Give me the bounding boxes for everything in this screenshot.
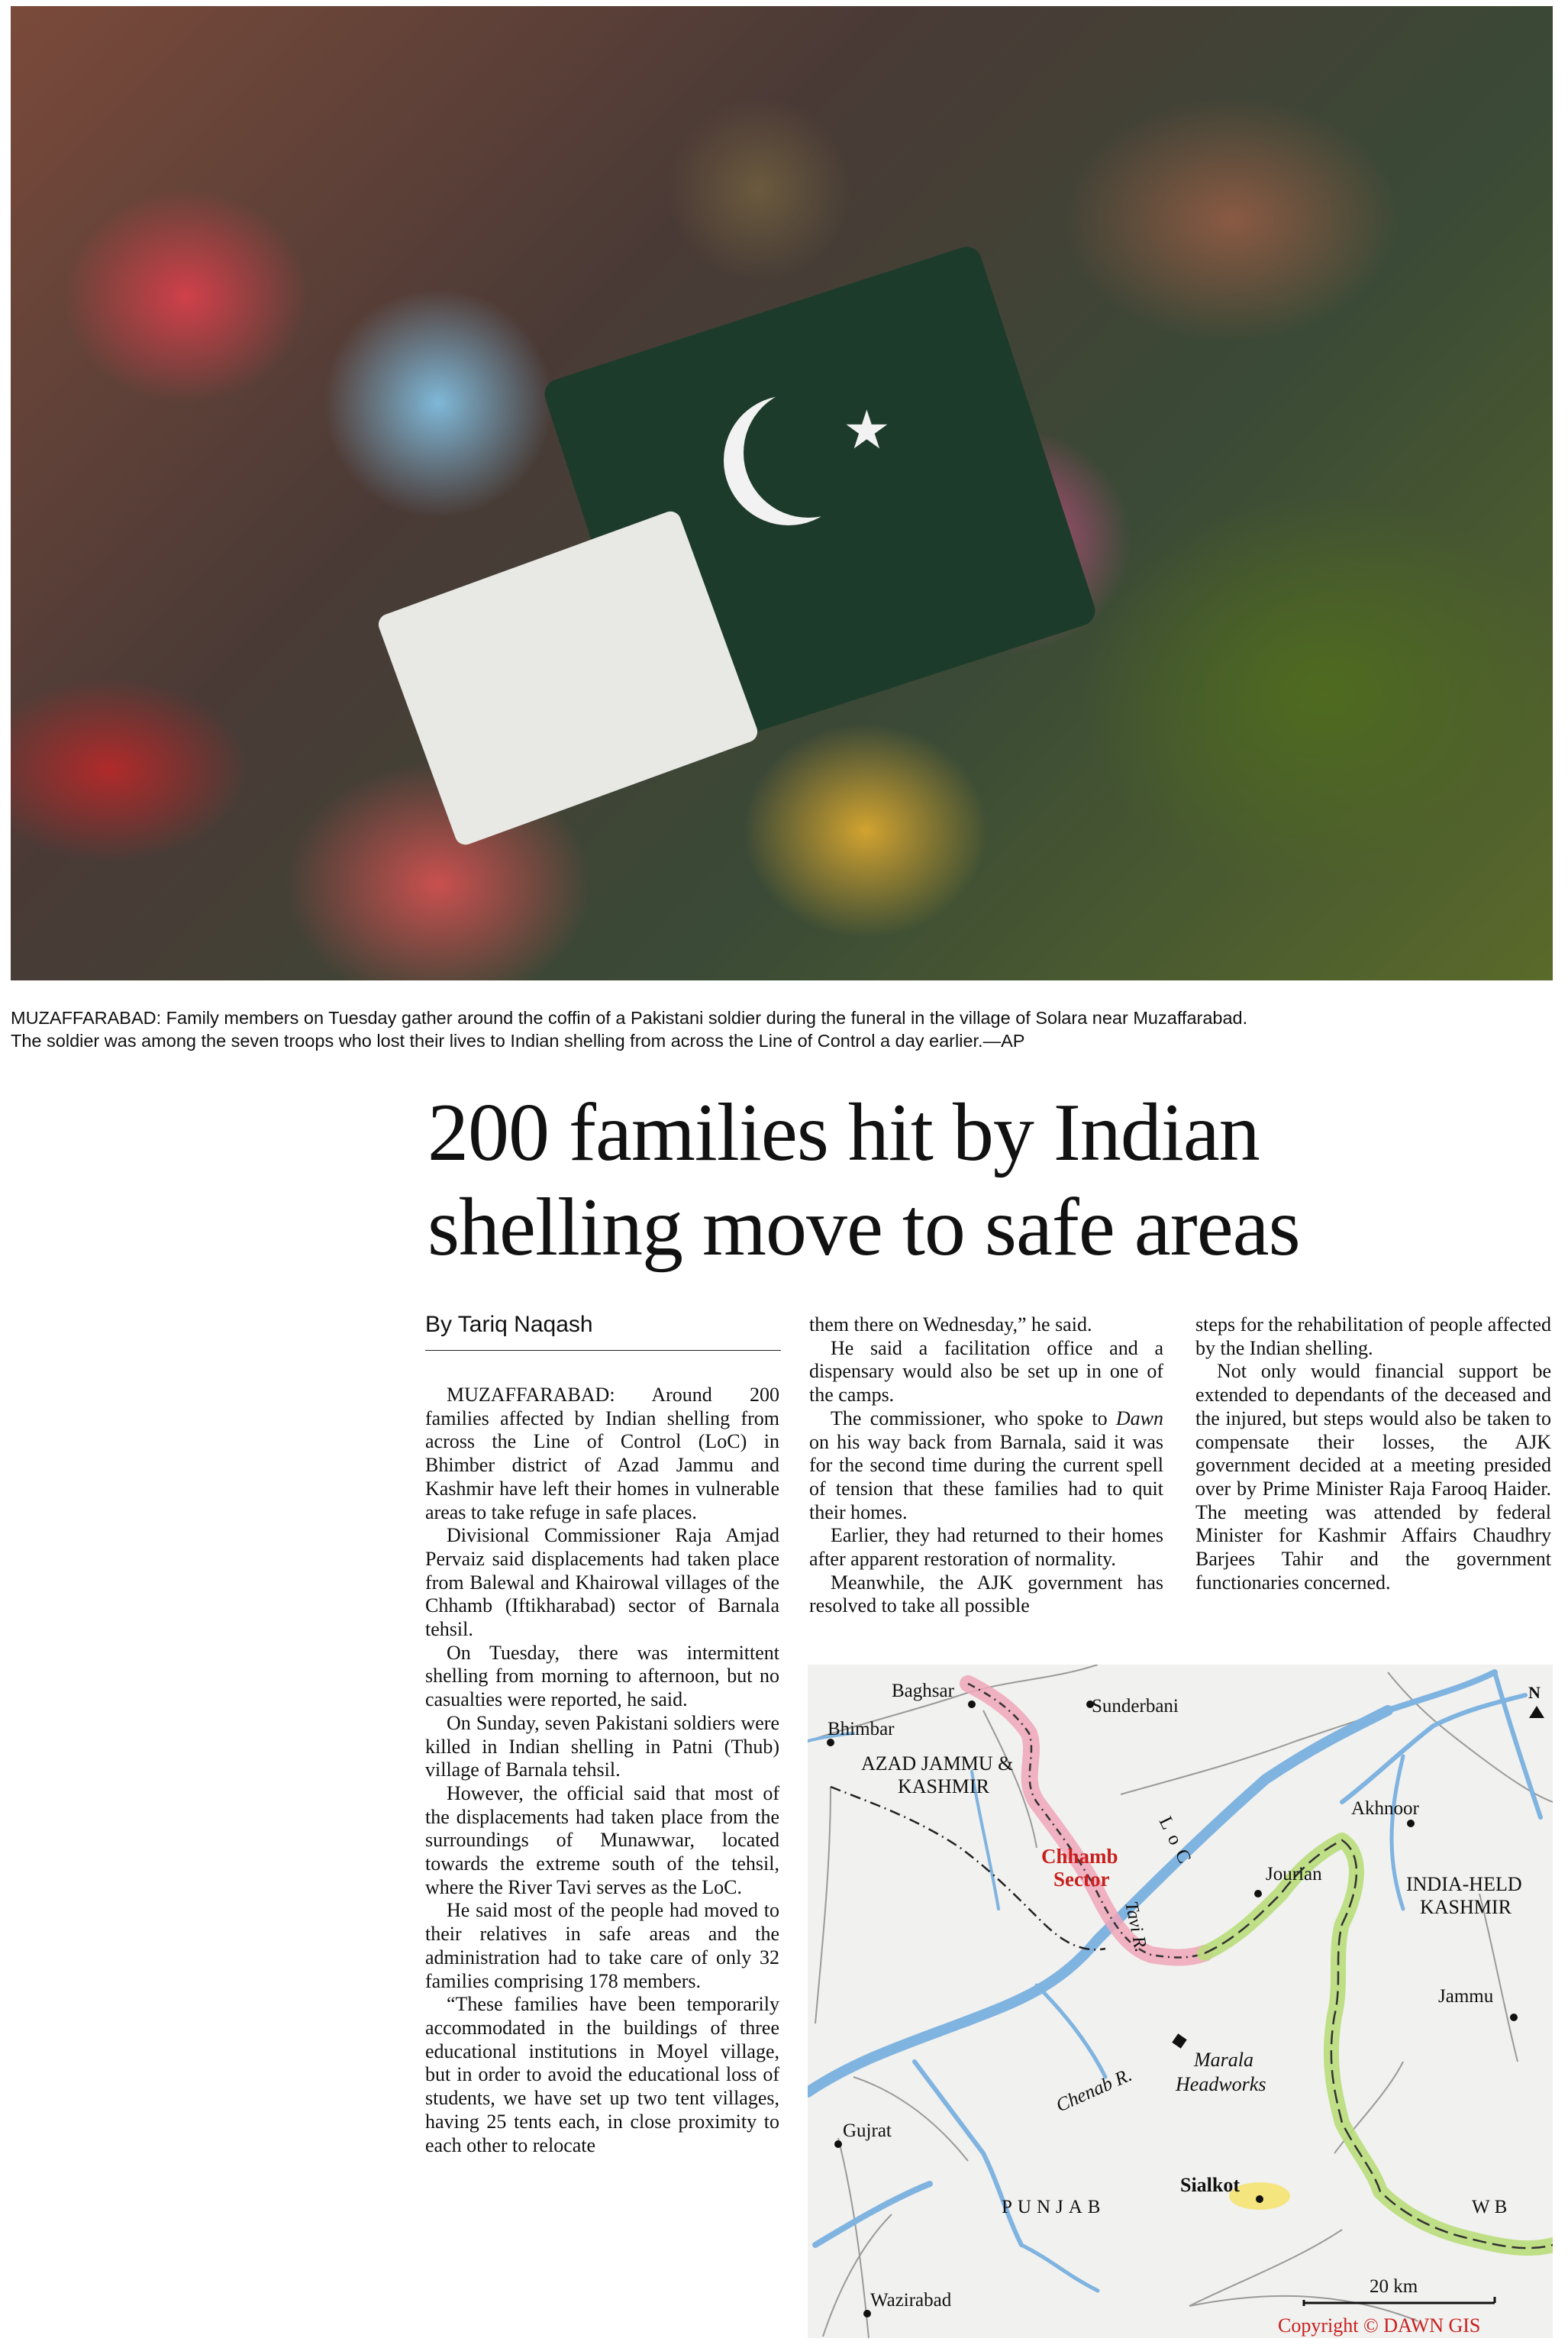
paragraph: However, the official said that most of the displacements had taken place from the surroundings of Munawwar, located towards the extreme south of the tehsil, where the River Tavi serves as the LoC. [425,1781,779,1898]
scale-label: 20 km [1370,2276,1418,2297]
north-arrow-icon [1529,1706,1544,1718]
paragraph [809,1407,1163,1525]
label-chhamb-2: Sector [1053,1868,1110,1891]
label-loc: LoC [1154,1813,1199,1874]
scale-bar [1304,2297,1495,2306]
paragraph: On Tuesday, there was intermittent shelling from morning to afternoon, but no casualties were reported, he said. [425,1641,779,1711]
label-wb: WB [1472,2197,1512,2217]
paragraph-text: on his way back from Barnala, said it was for the second time during the current spell of tension that these families had to quit their homes. [809,1430,1163,1523]
paragraph: Not only would financial support be extended to dependants of the deceased and the injured, but steps would also be taken to compensate their losses, the AJK government decided at a meeting presided over by Prime Minister Raja Farooq Haider. The meeting was attended by federal Minister for Kashmir Affairs Chaudhry Barjees Tahir and the government functionaries concerned. [1195,1360,1551,1594]
paragraph: MUZAFFARABAD: Around 200 families affected by Indian shelling from across the Line of Control (LoC) in Bhimber district of Azad Jammu and Kashmir have left their homes in vulnerable areas to take refuge in safe places. [425,1384,779,1523]
label-chenab: Chenab R. [1053,2064,1135,2117]
label-sialkot: Sialkot [1180,2174,1241,2196]
label-sunderbani: Sunderbani [1092,1696,1179,1717]
label-jourian: Jourian [1266,1864,1322,1885]
label-bhimbar: Bhimbar [828,1719,895,1739]
byline-rule [425,1350,781,1351]
paragraph: Meanwhile, the AJK government has resolved to take all possible [809,1571,1163,1617]
label-baghsar: Baghsar [892,1681,954,1701]
label-wazirabad: Wazirabad [870,2290,952,2311]
map-graphic [808,1665,1553,2338]
headline-line-2: shelling move to safe areas [427,1182,1300,1273]
news-photo [11,6,1553,980]
headline-line-1: 200 families hit by Indian [427,1087,1260,1178]
paragraph: them there on Wednesday,” he said. [809,1313,1092,1335]
byline: By Tariq Naqash [425,1312,593,1337]
label-gujrat: Gujrat [843,2120,892,2141]
headline [427,1086,1557,1275]
paragraph: He said a facilitation office and a dispensary would also be set up in one of the camps. [809,1336,1163,1407]
article-column-2 [809,1313,1163,1618]
locator-map [808,1665,1553,2338]
map-copyright: Copyright © DAWN GIS [1278,2314,1481,2337]
label-ajk-2: KASHMIR [898,1775,989,1797]
north-label: N [1528,1683,1541,1702]
map-labels [828,1681,1541,2337]
label-ihk-2: KASHMIR [1420,1896,1512,1918]
label-tavi: Tavi R. [1121,1899,1151,1954]
caption-line-1: MUZAFFARABAD: Family members on Tuesday gather around the coffin of a Pakistani soldier during the funeral in the village of Solara near Muzaffarabad. [11,1008,1248,1028]
label-akhnoor: Akhnoor [1351,1798,1419,1819]
article-column-1 [425,1384,779,2157]
paragraph: Divisional Commissioner Raja Amjad Pervaiz said displacements had taken place from Balewal and Khairowal villages of the Chhamb (Iftikharabad) sector of Barnala tehsil. [425,1524,779,1641]
article-column-3 [1195,1313,1551,1594]
paragraph: On Sunday, seven Pakistani soldiers were killed in Indian shelling in Patni (Thub) village of Barnala tehsil. [425,1711,779,1781]
paragraph: steps for the rehabilitation of people affected by the Indian shelling. [1195,1313,1551,1359]
label-ihk-1: INDIA-HELD [1406,1873,1522,1895]
star-icon: ★ [843,399,891,461]
label-marala-2: Headworks [1176,2073,1266,2095]
paragraph-text: The commissioner, who spoke to [831,1407,1116,1429]
caption-line-2: The soldier was among the seven troops who lost their lives to Indian shelling from across the Line of Control a day earlier.—AP [11,1031,1025,1051]
photo-caption [11,1006,1557,1052]
label-marala-1: Marala [1194,2049,1253,2071]
label-ajk-1: AZAD JAMMU & [861,1752,1014,1775]
paragraph: He said most of the people had moved to their relatives in safe areas and the administration had to take care of only 32 families comprising 178 members. [425,1899,779,1992]
paragraph: Earlier, they had returned to their homes after apparent restoration of normality. [809,1524,1163,1571]
paragraph: “These families have been temporarily accommodated in the buildings of three educational institutions in Moyel village, but in order to avoid the educational loss of students, we have set up two tent villages, having 25 tents each, in close proximity to each other to relocate [425,1993,779,2156]
label-jammu: Jammu [1438,1986,1494,2007]
headworks-marker [1172,2033,1186,2048]
newspaper-name: Dawn [1115,1407,1163,1429]
label-chhamb-1: Chhamb [1041,1845,1118,1868]
label-punjab: PUNJAB [1002,2197,1106,2217]
